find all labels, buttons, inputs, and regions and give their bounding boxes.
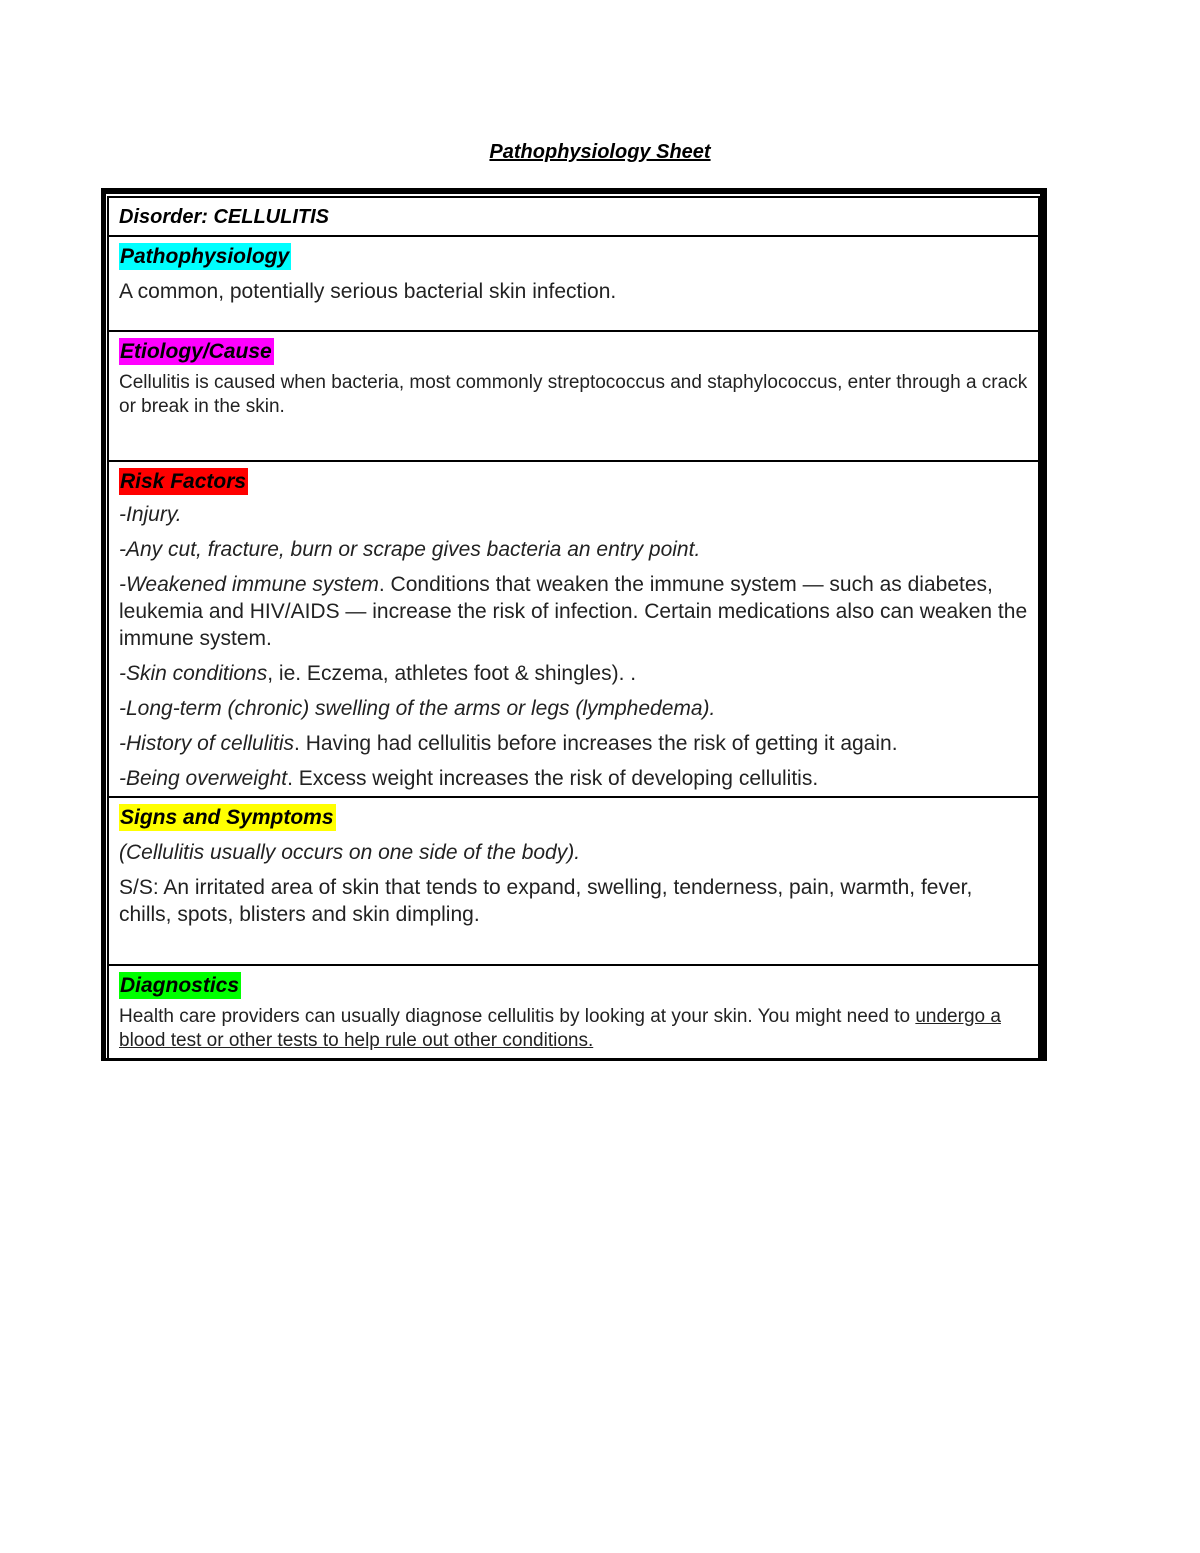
signs-text: S/S: An irritated area of skin that tends to expand, swelling, tenderness, pain, warmth, fever, chills, spots, blisters and skin dimpling. <box>119 876 973 926</box>
pathophysiology-text: A common, potentially serious bacterial skin infection. <box>119 280 617 303</box>
etiology-heading: Etiology/Cause <box>120 340 272 363</box>
pathophysiology-row <box>109 237 1038 332</box>
diagnostics-row <box>109 966 1038 1062</box>
sheet-inner-frame <box>107 196 1040 1058</box>
risk-overweight-rest: . Excess weight increases the risk of developing cellulitis. <box>287 767 819 790</box>
risk-immune-lead: -Weakened immune system <box>119 573 379 596</box>
risk-skin-lead: -Skin conditions <box>119 662 268 685</box>
disorder-row <box>109 198 1038 237</box>
signs-note: (Cellulitis usually occurs on one side of the body). <box>119 841 581 864</box>
risk-injury: -Injury. <box>119 503 182 526</box>
disorder-label: Disorder: CELLULITIS <box>119 206 330 228</box>
risk-cut: -Any cut, fracture, burn or scrape gives bacteria an entry point. <box>119 538 701 561</box>
page-title: Pathophysiology Sheet <box>489 141 711 163</box>
risk-factors-row <box>109 462 1038 798</box>
risk-immune-rest: . Conditions that weaken the immune system — such as diabetes, leukemia and HIV/AIDS — increase the risk of infection. Certain medications also can weaken the immune system. <box>119 573 1028 650</box>
risk-history-lead: -History of cellulitis <box>119 732 295 755</box>
diagnostics-text-2: undergo a blood test or other tests to help rule out other conditions. <box>119 1006 1001 1051</box>
pathophysiology-heading: Pathophysiology <box>120 245 290 268</box>
risk-skin-rest: , ie. Eczema, athletes foot & shingles). . <box>267 662 637 685</box>
risk-skin <box>119 660 1028 687</box>
risk-factors-heading: Risk Factors <box>120 470 247 493</box>
etiology-text: Cellulitis is caused when bacteria, most commonly streptococcus and staphylococcus, enter through a crack or break in the skin. <box>119 372 1028 417</box>
risk-lymphedema: -Long-term (chronic) swelling of the arms or legs (lymphedema). <box>119 697 716 720</box>
risk-history <box>119 730 1028 757</box>
risk-immune <box>119 571 1028 652</box>
signs-symptoms-heading: Signs and Symptoms <box>120 806 334 829</box>
risk-history-rest: . Having had cellulitis before increases the risk of getting it again. <box>294 732 898 755</box>
signs-symptoms-row <box>109 798 1038 966</box>
risk-overweight <box>119 765 1028 792</box>
etiology-row <box>109 332 1038 462</box>
diagnostics-text-1: Health care providers can usually diagnose cellulitis by looking at your skin. You might need to <box>119 1006 916 1027</box>
diagnostics-text <box>119 1005 1028 1053</box>
diagnostics-heading: Diagnostics <box>120 974 240 997</box>
pathophysiology-sheet <box>101 188 1047 1061</box>
risk-overweight-lead: -Being overweight <box>119 767 288 790</box>
